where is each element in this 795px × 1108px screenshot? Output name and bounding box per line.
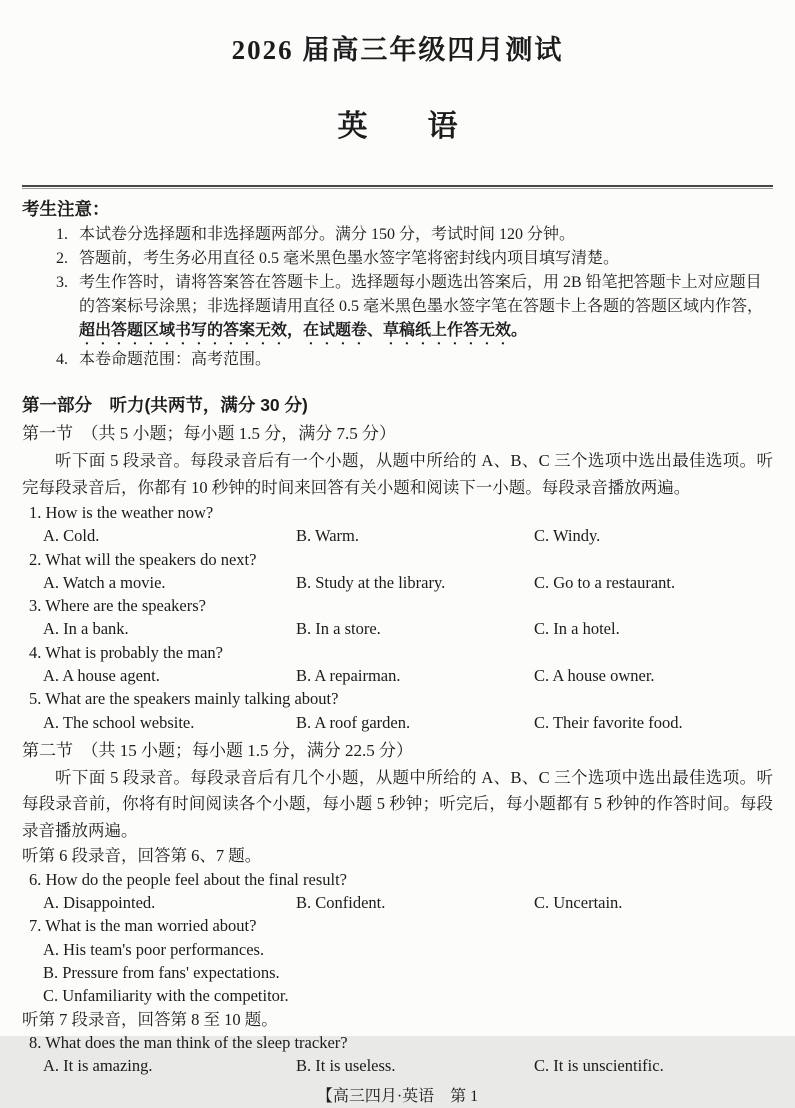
- question-number: 5.: [29, 689, 42, 709]
- section1-heading: 第一节 （共 5 小题；每小题 1.5 分，满分 7.5 分）: [22, 424, 396, 443]
- option-c: C. Their favorite food.: [534, 712, 683, 732]
- notice-item-number: 2.: [56, 250, 68, 267]
- question-text-line: [22, 1031, 773, 1054]
- notice-item-text: 本卷命题范围：高考范围。: [79, 351, 272, 368]
- notice-heading: 考生注意：: [22, 199, 110, 219]
- notice-item-text: 本试卷分选择题和非选择题两部分。满分 150 分，考试时间 120 分钟。: [79, 226, 576, 243]
- question-number: 7.: [29, 916, 42, 936]
- question-text-line: [22, 501, 773, 524]
- option-c: C. It is unscientific.: [534, 1056, 664, 1076]
- question-text: What are the speakers mainly talking about?: [45, 689, 339, 709]
- notice-item-number: 4.: [56, 351, 68, 368]
- exam-title: 2026 届高三年级四月测试: [231, 35, 564, 65]
- options-stacked: [22, 938, 773, 1008]
- option-a: A. Disappointed.: [43, 893, 156, 913]
- notice-item-text: 答题前，考生务必用直径 0.5 毫米黑色墨水签字笔将密封线内项目填写清楚。: [79, 250, 620, 267]
- listening-cue-8-10: 听第 7 段录音，回答第 8 至 10 题。: [22, 1009, 278, 1029]
- question-number: 1.: [29, 503, 42, 522]
- notice-list: [22, 223, 773, 372]
- options-row: [22, 711, 773, 734]
- notice-section: [22, 198, 773, 372]
- question-text-line: [22, 868, 773, 891]
- option-b: B. It is useless.: [296, 1056, 396, 1076]
- option-c: C. Uncertain.: [534, 893, 623, 913]
- question-text: How is the weather now?: [45, 503, 214, 522]
- option-b: B. A roof garden.: [296, 712, 411, 732]
- notice-item-1: [56, 223, 773, 247]
- section2-heading: 第二节 （共 15 小题；每小题 1.5 分，满分 22.5 分）: [22, 740, 413, 760]
- part1-listening-section: [22, 393, 773, 1077]
- options-row: [22, 664, 773, 687]
- question-text: What is probably the man?: [45, 642, 223, 662]
- question-text-line: [22, 914, 773, 937]
- options-row: [22, 524, 773, 547]
- option-c: C. Unfamiliarity with the competitor.: [43, 986, 289, 1006]
- question-text: What does the man think of the sleep tracker?: [45, 1032, 348, 1052]
- listening-cue-6-7: 听第 6 段录音，回答第 6、7 题。: [22, 846, 262, 866]
- notice-item-4: [56, 348, 773, 372]
- question-2: [22, 548, 773, 595]
- notice-item-number: 1.: [56, 226, 68, 243]
- option-a: A. Cold.: [43, 526, 100, 546]
- option-c: C. Go to a restaurant.: [534, 572, 676, 592]
- option-a: A. A house agent.: [43, 666, 160, 686]
- option-c: C. A house owner.: [534, 666, 655, 686]
- question-4: [22, 641, 773, 688]
- question-7: [22, 914, 773, 1007]
- question-number: 2.: [29, 549, 42, 569]
- question-text: What will the speakers do next?: [45, 549, 257, 569]
- page-footer: 【高三四月·英语 第 1: [316, 1088, 479, 1106]
- options-row: [22, 1054, 773, 1077]
- option-b: B. In a store.: [296, 619, 381, 639]
- option-a: A. Watch a movie.: [43, 572, 166, 592]
- option-a: A. His team's poor performances.: [43, 939, 265, 959]
- question-text: What is the man worried about?: [45, 916, 257, 936]
- notice-item-number: 3.: [56, 274, 68, 291]
- option-c: C. Windy.: [534, 526, 601, 546]
- question-text: Where are the speakers?: [45, 596, 206, 616]
- options-row: [22, 891, 773, 914]
- option-b: B. Pressure from fans' expectations.: [43, 962, 280, 982]
- option-a: A. The school website.: [43, 712, 195, 732]
- option-c: C. In a hotel.: [534, 619, 620, 639]
- notice-item-emphasized-text: 超出答题区域书写的答案无效，在试题卷、草稿纸上作答无效。: [79, 322, 528, 339]
- question-1: [22, 501, 773, 548]
- option-b: B. Warm.: [296, 526, 359, 546]
- part1-heading: 第一部分 听力(共两节，满分 30 分): [22, 395, 308, 415]
- exam-subject: 英 语: [337, 110, 458, 143]
- question-text-line: [22, 548, 773, 571]
- section1-instructions: 听下面 5 段录音。每段录音后有一个小题，从题中所给的 A、B、C 三个选项中选出最佳选项。听完每段录音后，你都有 10 秒钟的时间来回答有关小题和阅读下一小题。每段录音播放两遍。: [22, 451, 773, 497]
- option-b: B. A repairman.: [296, 666, 401, 686]
- question-6: [22, 868, 773, 915]
- question-5: [22, 687, 773, 734]
- notice-item-3: [56, 271, 773, 348]
- section2-instructions: 听下面 5 段录音。每段录音后有几个小题，从题中所给的 A、B、C 三个选项中选出最佳选项。听每段录音前，你将有时间阅读各个小题，每小题 5 秒钟；听完后，每小题都有 5 秒钟的作答时间。每段录音播放两遍。: [22, 767, 773, 840]
- question-number: 6.: [29, 869, 42, 889]
- question-text-line: [22, 687, 773, 710]
- option-a: A. It is amazing.: [43, 1056, 153, 1076]
- header-divider: [22, 185, 773, 189]
- option-a: A. In a bank.: [43, 619, 129, 639]
- question-number: 3.: [29, 596, 42, 616]
- options-row: [22, 571, 773, 594]
- option-b: B. Study at the library.: [296, 572, 446, 592]
- question-text: How do the people feel about the final result?: [45, 869, 347, 889]
- options-row: [22, 617, 773, 640]
- question-8: [22, 1031, 773, 1078]
- question-number: 8.: [29, 1032, 42, 1052]
- notice-item-text: 考生作答时，请将答案答在答题卡上。选择题每小题选出答案后，用 2B 铅笔把答题卡上对应题目的答案标号涂黑；非选择题请用直径 0.5 毫米黑色墨水签字笔在答题卡上各题的答题区域内作答，: [79, 274, 764, 315]
- question-number: 4.: [29, 642, 42, 662]
- question-text-line: [22, 641, 773, 664]
- notice-item-2: [56, 247, 773, 271]
- question-text-line: [22, 594, 773, 617]
- question-3: [22, 594, 773, 641]
- option-b: B. Confident.: [296, 893, 386, 913]
